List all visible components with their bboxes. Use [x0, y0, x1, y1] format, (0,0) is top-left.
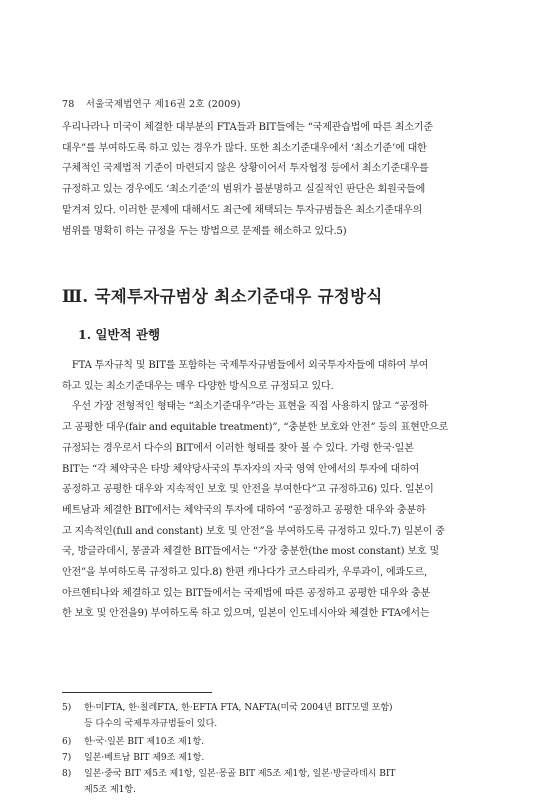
section-heading: Ⅲ. 국제투자규범상 최소기준대우 규정방식	[62, 287, 383, 306]
footnote-number: 5)	[62, 703, 72, 713]
text-line: 우리나라나 미국이 체결한 대부분의 FTA들과 BIT들에는 “국제관습법에 따른 최소기준	[62, 122, 433, 133]
text-line: 규정되는 경우로서 다수의 BIT에서 이러한 형태를 찾아 볼 수 있다. 가령 한국·일본	[62, 442, 414, 454]
text-line: 국, 방글라데시, 몽골과 체결한 BIT들에서는 “가장 충분한(the most constant) 보호 및	[62, 546, 439, 558]
text-line: 범위를 명확히 하는 규정을 두는 방법으로 문제를 해소하고 있다.5)	[62, 225, 347, 237]
text-line: 공정하고 공평한 대우와 지속적인 보호 및 안전을 부여한다”고 규정하고6) 있다. 일본이	[62, 484, 434, 496]
footnote-text-continued: 등 다수의 국제투자규범들이 있다.	[84, 719, 218, 729]
text-line: 아르헨티나와 체결하고 있는 BIT들에서는 국제법에 따른 공정하고 공평한 대우와 충분	[62, 587, 431, 599]
text-line: 고 공평한 대우(fair and equitable treatment)”, “충분한 보호와 안전” 등의 표현만으로	[62, 422, 449, 434]
footnote-text-continued: 제5조 제1항.	[84, 785, 136, 795]
text-line: 규정하고 있는 경우에도 ‘최소기준’의 범위가 불분명하고 실질적인 판단은 회원국들에	[62, 184, 426, 196]
subsection-heading: 1. 일반적 관행	[78, 327, 161, 342]
running-header	[62, 96, 241, 110]
footnote-text: 일본·베트남 BIT 제9조 제1항.	[84, 753, 205, 763]
text-line: 하고 있는 최소기준대우는 매우 다양한 방식으로 규정되고 있다.	[62, 380, 334, 392]
text-line: BIT는 “각 체약국은 타방 체약당사국의 투자자의 자국 영역 안에서의 투자에 대하여	[62, 463, 420, 475]
text-line: FTA 투자규칙 및 BIT를 포함하는 국제투자규범들에서 외국투자자들에 대하여 부여	[62, 360, 429, 371]
footnote-text: 한·미FTA, 한·칠레FTA, 한·EFTA FTA, NAFTA(미국 2004년 BIT모델 포함)	[84, 703, 393, 713]
text-line: 대우”를 부여하도록 하고 있는 경우가 많다. 또한 최소기준대우에서 ‘최소기준’에 대한	[62, 142, 427, 154]
footnote-number: 7)	[62, 753, 72, 763]
text-line: 안전”을 부여하도록 규정하고 있다.8) 한편 캐나다가 코스타리카, 우루과이, 에콰도르,	[62, 567, 428, 579]
footnote-divider	[62, 692, 212, 693]
text-line: 구체적인 국제법적 기준이 마련되지 않은 상황이어서 투자협정 등에서 최소기준대우를	[62, 163, 429, 175]
footnote	[62, 734, 472, 750]
journal-title: 서울국제법연구 제16권 2호 (2009)	[85, 99, 241, 110]
footnote-text: 한·국·일본 BIT 제10조 제1항.	[84, 737, 205, 747]
footnote-number: 8)	[62, 769, 72, 779]
footnote-number: 6)	[62, 737, 72, 747]
intro-paragraph	[62, 118, 468, 242]
text-line: 베트남과 체결한 BIT에서는 체약국의 투자에 대하여 “공정하고 공평한 대우와 충분하	[62, 504, 426, 516]
page-number: 78	[62, 99, 75, 110]
footnote-text: 일본·중국 BIT 제5조 제1항, 일본·몽골 BIT 제5조 제1항, 일본·방글라데시 BIT	[84, 769, 396, 779]
text-line: 맡겨져 있다. 이러한 문제에 대해서도 최근에 채택되는 투자규범들은 최소기준대우의	[62, 204, 423, 216]
text-line: 고 지속적인(full and constant) 보호 및 안전”을 부여하도록 규정하고 있다.7) 일본이 중	[62, 525, 445, 537]
body-paragraph	[62, 356, 468, 625]
footnote	[62, 700, 472, 732]
footnote	[62, 750, 472, 766]
text-line: 우선 가장 전형적인 형태는 “최소기준대우”라는 표현을 직접 사용하지 않고 “공정하	[62, 401, 428, 413]
footnote	[62, 766, 472, 798]
text-line: 한 보호 및 안전을9) 부여하도록 하고 있으며, 일본이 인도네시아와 체결한 FTA에서는	[62, 608, 430, 620]
